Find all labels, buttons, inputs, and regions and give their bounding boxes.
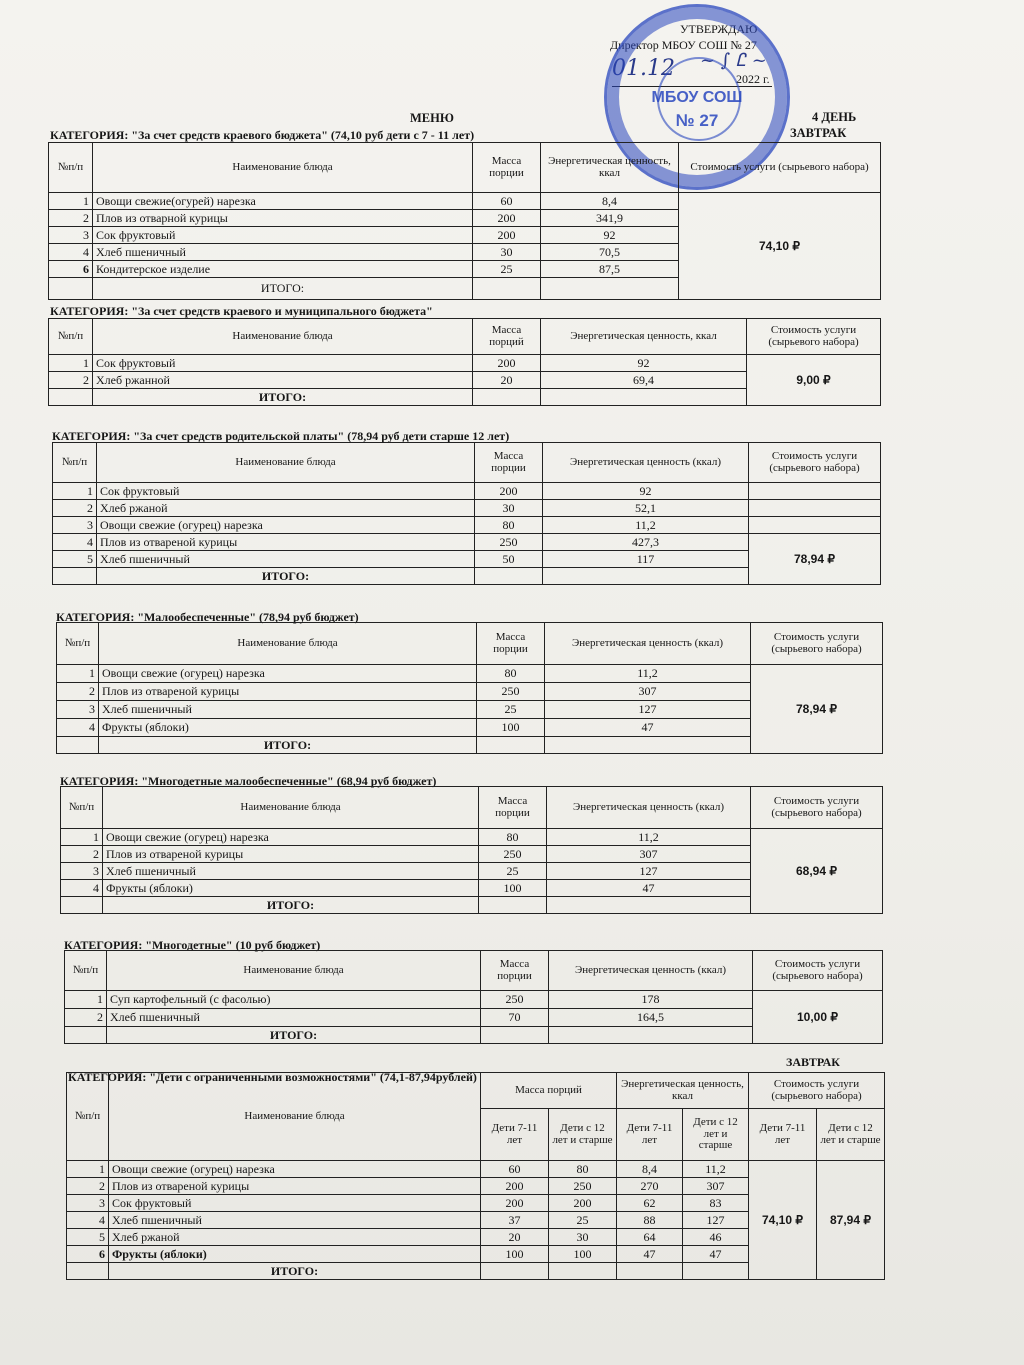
dish-energy-7-11: 47 — [617, 1246, 683, 1263]
row-num: 2 — [61, 846, 103, 863]
col-energy: Энергетическая ценность (ккал) — [547, 787, 751, 829]
table-row — [53, 534, 881, 551]
dish-energy-12-plus: 46 — [683, 1229, 749, 1246]
col-cost: Стоимость услуги (сырьевого набора) — [747, 319, 881, 355]
col-cost: Стоимость услуги (сырьевого набора) — [749, 443, 881, 483]
row-num: 2 — [53, 500, 97, 517]
row-num: 2 — [49, 372, 93, 389]
meal-label-bottom: ЗАВТРАК — [786, 1055, 841, 1069]
menu-table — [56, 622, 883, 754]
dish-mass-7-11: 60 — [481, 1161, 549, 1178]
dish-energy-12-plus: 307 — [683, 1178, 749, 1195]
dish-mass-12-plus: 100 — [549, 1246, 617, 1263]
seal-title: МБОУ СОШ — [651, 89, 743, 106]
dish-mass-7-11: 20 — [481, 1229, 549, 1246]
row-num: 4 — [53, 534, 97, 551]
dish-mass-7-11: 37 — [481, 1212, 549, 1229]
dish-energy: 11,2 — [543, 517, 749, 534]
col-mass: Масса порций — [481, 1073, 617, 1109]
dish-name: Плов из отвареной курицы — [109, 1178, 481, 1195]
dish-name: Фрукты (яблоки) — [103, 880, 479, 897]
dish-name: Кондитерское изделие — [93, 261, 473, 278]
category-price: 74,10 ₽ — [679, 193, 881, 300]
col-num: №п/п — [57, 623, 99, 665]
row-num: 1 — [65, 991, 107, 1009]
menu-table — [48, 318, 881, 406]
category-heading: КАТЕГОРИЯ: "Многодетные" (10 руб бюджет) — [64, 938, 321, 952]
day-label: 4 ДЕНЬ — [812, 110, 857, 124]
dish-energy: 70,5 — [541, 244, 679, 261]
table-row — [57, 665, 883, 683]
dish-mass-7-11: 200 — [481, 1195, 549, 1212]
row-num: 3 — [49, 227, 93, 244]
col-age-12-plus: Дети с 12 лет и старше — [549, 1109, 617, 1161]
col-cost: Стоимость услуги (сырьевого набора) — [749, 1073, 885, 1109]
dish-energy-7-11: 64 — [617, 1229, 683, 1246]
row-num: 6 — [49, 261, 93, 278]
approval-year: 2022 г. — [736, 72, 770, 86]
dish-energy-7-11: 270 — [617, 1178, 683, 1195]
dish-energy: 87,5 — [541, 261, 679, 278]
dish-mass: 250 — [479, 846, 547, 863]
dish-mass-12-plus: 25 — [549, 1212, 617, 1229]
dish-energy-12-plus: 11,2 — [683, 1161, 749, 1178]
dish-mass: 100 — [477, 719, 545, 737]
category-heading: КАТЕГОРИЯ: "Малообеспеченные" (78,94 руб бюджет) — [56, 610, 359, 624]
total-label: ИТОГО: — [93, 278, 473, 300]
row-num: 5 — [53, 551, 97, 568]
dish-energy: 127 — [547, 863, 751, 880]
dish-mass: 200 — [473, 227, 541, 244]
dish-mass: 50 — [475, 551, 543, 568]
dish-energy: 127 — [545, 701, 751, 719]
dish-energy: 52,1 — [543, 500, 749, 517]
row-num: 5 — [67, 1229, 109, 1246]
row-num: 1 — [57, 665, 99, 683]
dish-mass: 200 — [475, 483, 543, 500]
dish-name: Хлеб пшеничный — [99, 701, 477, 719]
col-name: Наименование блюда — [107, 951, 481, 991]
menu-title: МЕНЮ — [410, 111, 454, 125]
price-12-plus: 87,94 ₽ — [817, 1161, 885, 1280]
col-name: Наименование блюда — [99, 623, 477, 665]
col-age-7-11: Дети 7-11 лет — [749, 1109, 817, 1161]
row-num: 1 — [49, 355, 93, 372]
category-price: 9,00 ₽ — [747, 355, 881, 406]
dish-mass: 250 — [475, 534, 543, 551]
col-mass: Масса порции — [477, 623, 545, 665]
row-num: 3 — [67, 1195, 109, 1212]
price-7-11: 74,10 ₽ — [749, 1161, 817, 1280]
dish-energy: 307 — [547, 846, 751, 863]
dish-name: Плов из отварной курицы — [93, 210, 473, 227]
dish-mass: 250 — [477, 683, 545, 701]
dish-name: Овощи свежие(огурей) нарезка — [93, 193, 473, 210]
col-num: №п/п — [65, 951, 107, 991]
dish-energy: 164,5 — [549, 1009, 753, 1027]
row-num: 3 — [53, 517, 97, 534]
col-cost: Стоимость услуги (сырьевого набора) — [751, 623, 883, 665]
dish-name: Овощи свежие (огурец) нарезка — [103, 829, 479, 846]
row-num: 4 — [49, 244, 93, 261]
category-heading: КАТЕГОРИЯ: "За счет средств краевого и муниципального бюджета" — [50, 304, 433, 318]
col-num: №п/п — [49, 143, 93, 193]
approval-date-handwritten: 01.12 — [612, 56, 675, 81]
row-num: 4 — [61, 880, 103, 897]
dish-name: Плов из отвареной курицы — [99, 683, 477, 701]
dish-name: Хлеб ржаной — [97, 500, 475, 517]
row-num: 3 — [61, 863, 103, 880]
col-energy: Энергетическая ценность, ккал — [617, 1073, 749, 1109]
category-heading: КАТЕГОРИЯ: "За счет средств родительской платы" (78,94 руб дети старше 12 лет) — [52, 429, 510, 443]
dish-name: Суп картофельный (с фасолью) — [107, 991, 481, 1009]
dish-mass: 80 — [477, 665, 545, 683]
table-row — [65, 991, 883, 1009]
dish-name: Хлеб ржаной — [109, 1229, 481, 1246]
menu-table — [60, 786, 883, 914]
col-cost: Стоимость услуги (сырьевого набора) — [753, 951, 883, 991]
dish-mass-12-plus: 250 — [549, 1178, 617, 1195]
dish-name: Сок фруктовый — [93, 355, 473, 372]
col-cost: Стоимость услуги (сырьевого набора) — [751, 787, 883, 829]
col-age-12-plus: Дети с 12 лет и старше — [817, 1109, 885, 1161]
dish-energy-7-11: 8,4 — [617, 1161, 683, 1178]
dish-mass: 30 — [475, 500, 543, 517]
row-num: 3 — [57, 701, 99, 719]
dish-energy-12-plus: 47 — [683, 1246, 749, 1263]
dish-mass: 80 — [475, 517, 543, 534]
col-mass: Масса порции — [481, 951, 549, 991]
dish-mass-7-11: 100 — [481, 1246, 549, 1263]
table-row — [49, 193, 881, 210]
col-mass: Масса порций — [473, 319, 541, 355]
dish-mass: 60 — [473, 193, 541, 210]
total-label: ИТОГО: — [97, 568, 475, 585]
category-price: 78,94 ₽ — [749, 534, 881, 585]
col-num: №п/п — [61, 787, 103, 829]
dish-name: Хлеб пшеничный — [103, 863, 479, 880]
col-age-7-11: Дети 7-11 лет — [617, 1109, 683, 1161]
dish-name: Овощи свежие (огурец) нарезка — [109, 1161, 481, 1178]
total-label: ИТОГО: — [93, 389, 473, 406]
dish-energy: 92 — [543, 483, 749, 500]
dish-energy: 11,2 — [545, 665, 751, 683]
row-num: 2 — [65, 1009, 107, 1027]
dish-energy: 8,4 — [541, 193, 679, 210]
dish-mass-12-plus: 80 — [549, 1161, 617, 1178]
table-row — [53, 500, 881, 517]
category-price: 10,00 ₽ — [753, 991, 883, 1044]
col-mass: Масса порции — [473, 143, 541, 193]
category-heading: КАТЕГОРИЯ: "За счет средств краевого бюджета" (74,10 руб дети с 7 - 11 лет) — [50, 128, 475, 142]
dish-name: Фрукты (яблоки) — [109, 1246, 481, 1263]
dish-mass: 80 — [479, 829, 547, 846]
dish-energy: 117 — [543, 551, 749, 568]
dish-name: Плов из отвареной курицы — [103, 846, 479, 863]
dish-energy-12-plus: 127 — [683, 1212, 749, 1229]
row-num: 2 — [57, 683, 99, 701]
category-price: 68,94 ₽ — [751, 829, 883, 914]
dish-energy: 47 — [547, 880, 751, 897]
dish-name: Сок фруктовый — [97, 483, 475, 500]
col-energy: Энергетическая ценность (ккал) — [543, 443, 749, 483]
total-label: ИТОГО: — [109, 1263, 481, 1280]
dish-energy: 92 — [541, 227, 679, 244]
dish-name: Плов из отвареной курицы — [97, 534, 475, 551]
dish-energy-7-11: 62 — [617, 1195, 683, 1212]
dish-mass: 25 — [473, 261, 541, 278]
col-num: №п/п — [49, 319, 93, 355]
row-num: 4 — [67, 1212, 109, 1229]
dish-mass: 25 — [477, 701, 545, 719]
dish-mass-7-11: 200 — [481, 1178, 549, 1195]
dish-mass-12-plus: 200 — [549, 1195, 617, 1212]
col-age-7-11: Дети 7-11 лет — [481, 1109, 549, 1161]
dish-energy: 69,4 — [541, 372, 747, 389]
dish-mass: 20 — [473, 372, 541, 389]
table-row — [53, 517, 881, 534]
row-num: 1 — [67, 1161, 109, 1178]
table-row — [67, 1161, 885, 1178]
col-name: Наименование блюда — [93, 143, 473, 193]
col-name: Наименование блюда — [97, 443, 475, 483]
col-energy: Энергетическая ценность, ккал — [541, 143, 679, 193]
dish-name: Овощи свежие (огурец) нарезка — [97, 517, 475, 534]
dish-name: Хлеб пшеничный — [109, 1212, 481, 1229]
dish-mass: 250 — [481, 991, 549, 1009]
col-mass: Масса порции — [475, 443, 543, 483]
category-heading: КАТЕГОРИЯ: "Дети с ограниченными возможностями" (74,1-87,94рублей) — [68, 1070, 477, 1084]
dish-mass-12-plus: 30 — [549, 1229, 617, 1246]
dish-energy-7-11: 88 — [617, 1212, 683, 1229]
dish-energy: 427,3 — [543, 534, 749, 551]
table-row — [49, 355, 881, 372]
dish-name: Хлеб пшеничный — [107, 1009, 481, 1027]
row-num: 2 — [67, 1178, 109, 1195]
meal-label: ЗАВТРАК — [790, 126, 847, 140]
category-price: 78,94 ₽ — [751, 665, 883, 754]
director-signature: ~ ∫ Ꮭ ~ — [700, 50, 767, 71]
col-name: Наименование блюда — [103, 787, 479, 829]
dish-name: Хлеб ржанной — [93, 372, 473, 389]
col-num: №п/п — [67, 1073, 109, 1161]
dish-name: Сок фруктовый — [109, 1195, 481, 1212]
row-num: 1 — [61, 829, 103, 846]
col-energy: Энергетическая ценность (ккал) — [549, 951, 753, 991]
total-label: ИТОГО: — [107, 1027, 481, 1044]
menu-table — [48, 142, 881, 300]
dish-energy: 92 — [541, 355, 747, 372]
dish-name: Фрукты (яблоки) — [99, 719, 477, 737]
dish-name: Хлеб пшеничный — [93, 244, 473, 261]
col-cost: Стоимость услуги (сырьевого набора) — [679, 143, 881, 193]
dish-name: Овощи свежие (огурец) нарезка — [99, 665, 477, 683]
total-label: ИТОГО: — [103, 897, 479, 914]
col-num: №п/п — [53, 443, 97, 483]
row-num: 1 — [49, 193, 93, 210]
dish-name: Хлеб пшеничный — [97, 551, 475, 568]
dish-energy: 11,2 — [547, 829, 751, 846]
total-label: ИТОГО: — [99, 737, 477, 754]
dish-name: Сок фруктовый — [93, 227, 473, 244]
approval-title: УТВЕРЖДАЮ — [680, 22, 758, 36]
dish-energy: 178 — [549, 991, 753, 1009]
seal-number: № 27 — [675, 111, 719, 130]
row-num: 1 — [53, 483, 97, 500]
table-row — [61, 829, 883, 846]
dish-energy: 341,9 — [541, 210, 679, 227]
col-mass: Масса порции — [479, 787, 547, 829]
approval-director: Директор МБОУ СОШ № 27 — [610, 38, 757, 52]
dish-energy-12-plus: 83 — [683, 1195, 749, 1212]
row-num: 6 — [67, 1246, 109, 1263]
dish-mass: 100 — [479, 880, 547, 897]
row-num: 4 — [57, 719, 99, 737]
dish-mass: 30 — [473, 244, 541, 261]
menu-table — [52, 442, 881, 585]
menu-table — [64, 950, 883, 1044]
col-name: Наименование блюда — [93, 319, 473, 355]
category-heading: КАТЕГОРИЯ: "Многодетные малообеспеченные" (68,94 руб бюджет) — [60, 774, 437, 788]
dish-mass: 200 — [473, 355, 541, 372]
dish-mass: 200 — [473, 210, 541, 227]
col-energy: Энергетическая ценность, ккал — [541, 319, 747, 355]
dish-energy: 47 — [545, 719, 751, 737]
col-age-12-plus: Дети с 12 лет и старше — [683, 1109, 749, 1161]
col-energy: Энергетическая ценность (ккал) — [545, 623, 751, 665]
col-name: Наименование блюда — [109, 1073, 481, 1161]
dish-mass: 70 — [481, 1009, 549, 1027]
menu-table-limited — [66, 1072, 885, 1280]
table-row — [53, 483, 881, 500]
dish-energy: 307 — [545, 683, 751, 701]
row-num: 2 — [49, 210, 93, 227]
dish-mass: 25 — [479, 863, 547, 880]
